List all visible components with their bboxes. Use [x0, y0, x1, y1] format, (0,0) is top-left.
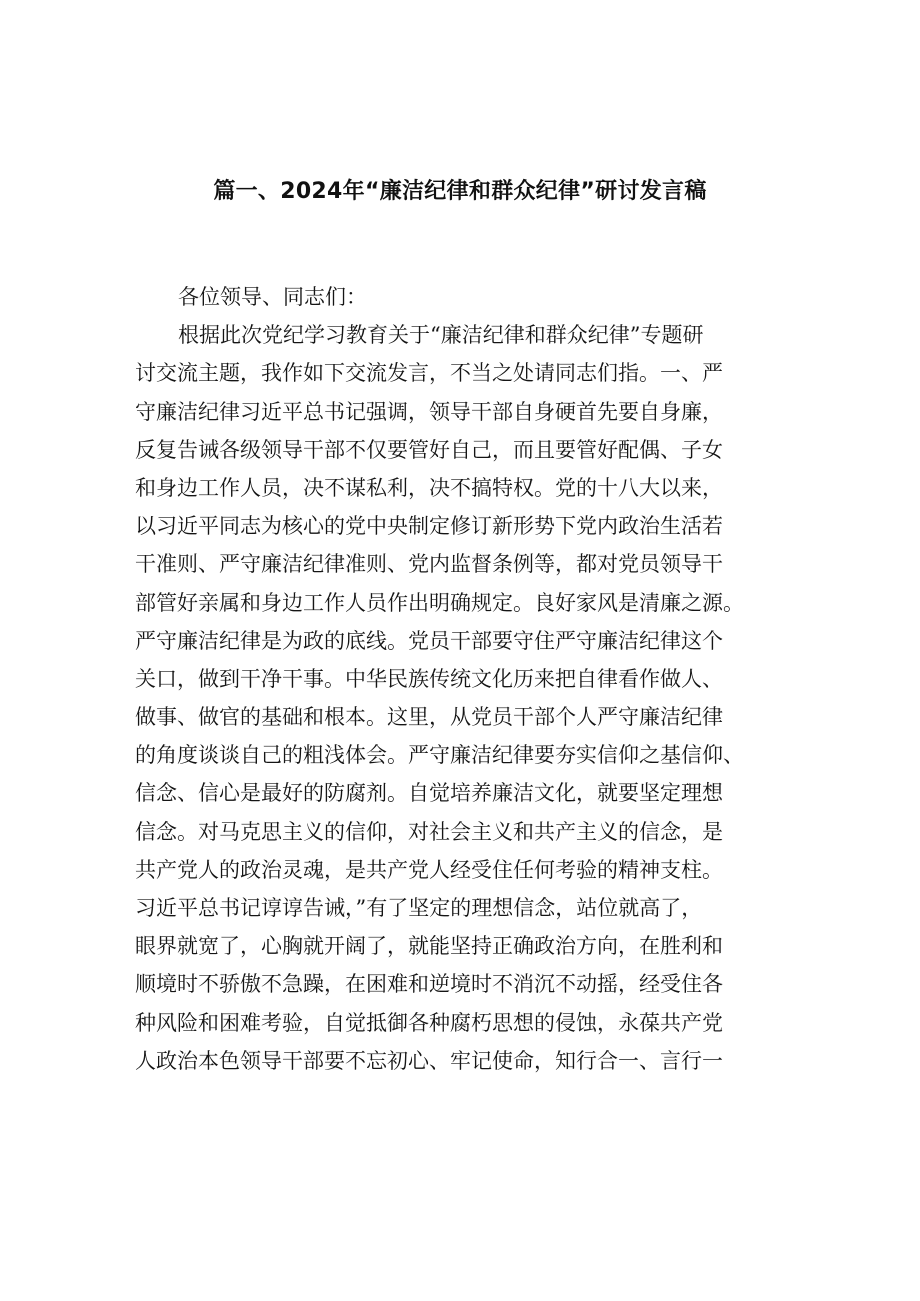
body-line: 严守廉洁纪律是为政的底线。党员干部要守住严守廉洁纪律这个 [135, 628, 723, 653]
body-line: 关口，做到干净干事。中华民族传统文化历来把自律看作做人、 [135, 666, 723, 691]
body-line: 讨交流主题，我作如下交流发言，不当之处请同志们指。一、严 [135, 361, 723, 386]
body-line: 守廉洁纪律习近平总书记强调，领导干部自身硬首先要自身廉， [135, 399, 723, 424]
body-line: 习近平总书记谆谆告诫，”有了坚定的理想信念，站位就高了， [135, 896, 703, 920]
body-line: 的角度谈谈自己的粗浅体会。严守廉洁纪律要夯实信仰之基信仰、 [135, 743, 744, 768]
document-body [135, 278, 797, 1080]
body-line: 顺境时不骄傲不急躁，在困难和逆境时不消沉不动摇，经受住各 [135, 972, 723, 997]
body-line: 眼界就宽了，心胸就开阔了，就能坚持正确政治方向，在胜利和 [135, 934, 723, 959]
body-line: 部管好亲属和身边工作人员作出明确规定。良好家风是清廉之源。 [135, 590, 744, 615]
body-line: 以习近平同志为核心的党中央制定修订新形势下党内政治生活若 [135, 514, 723, 539]
body-line: 共产党人的政治灵魂，是共产党人经受住任何考验的精神支柱。 [135, 857, 723, 882]
body-line: 人政治本色领导干部要不忘初心、牢记使命，知行合一、言行一 [135, 1048, 723, 1073]
body-line: 信念。对马克思主义的信仰，对社会主义和共产主义的信念，是 [135, 819, 723, 844]
body-line: 根据此次党纪学习教育关于“廉洁纪律和群众纪律”专题研 [178, 323, 704, 348]
salutation: 各位领导、同志们： [178, 285, 367, 309]
body-line: 干准则、严守廉洁纪律准则、党内监督条例等，都对党员领导干 [135, 552, 723, 577]
document-title: 篇一、2024年“廉洁纪律和群众纪律”研讨发言稿 [213, 179, 707, 204]
body-line: 种风险和困难考验，自觉抵御各种腐朽思想的侵蚀，永葆共产党 [135, 1010, 723, 1035]
body-line: 和身边工作人员，决不谋私利，决不搞特权。党的十八大以来， [135, 475, 723, 500]
body-line: 反复告诫各级领导干部不仅要管好自己，而且要管好配偶、子女 [135, 437, 723, 462]
body-line: 信念、信心是最好的防腐剂。自觉培养廉洁文化，就要坚定理想 [135, 781, 723, 806]
body-line: 做事、做官的基础和根本。这里，从党员干部个人严守廉洁纪律 [135, 705, 723, 730]
